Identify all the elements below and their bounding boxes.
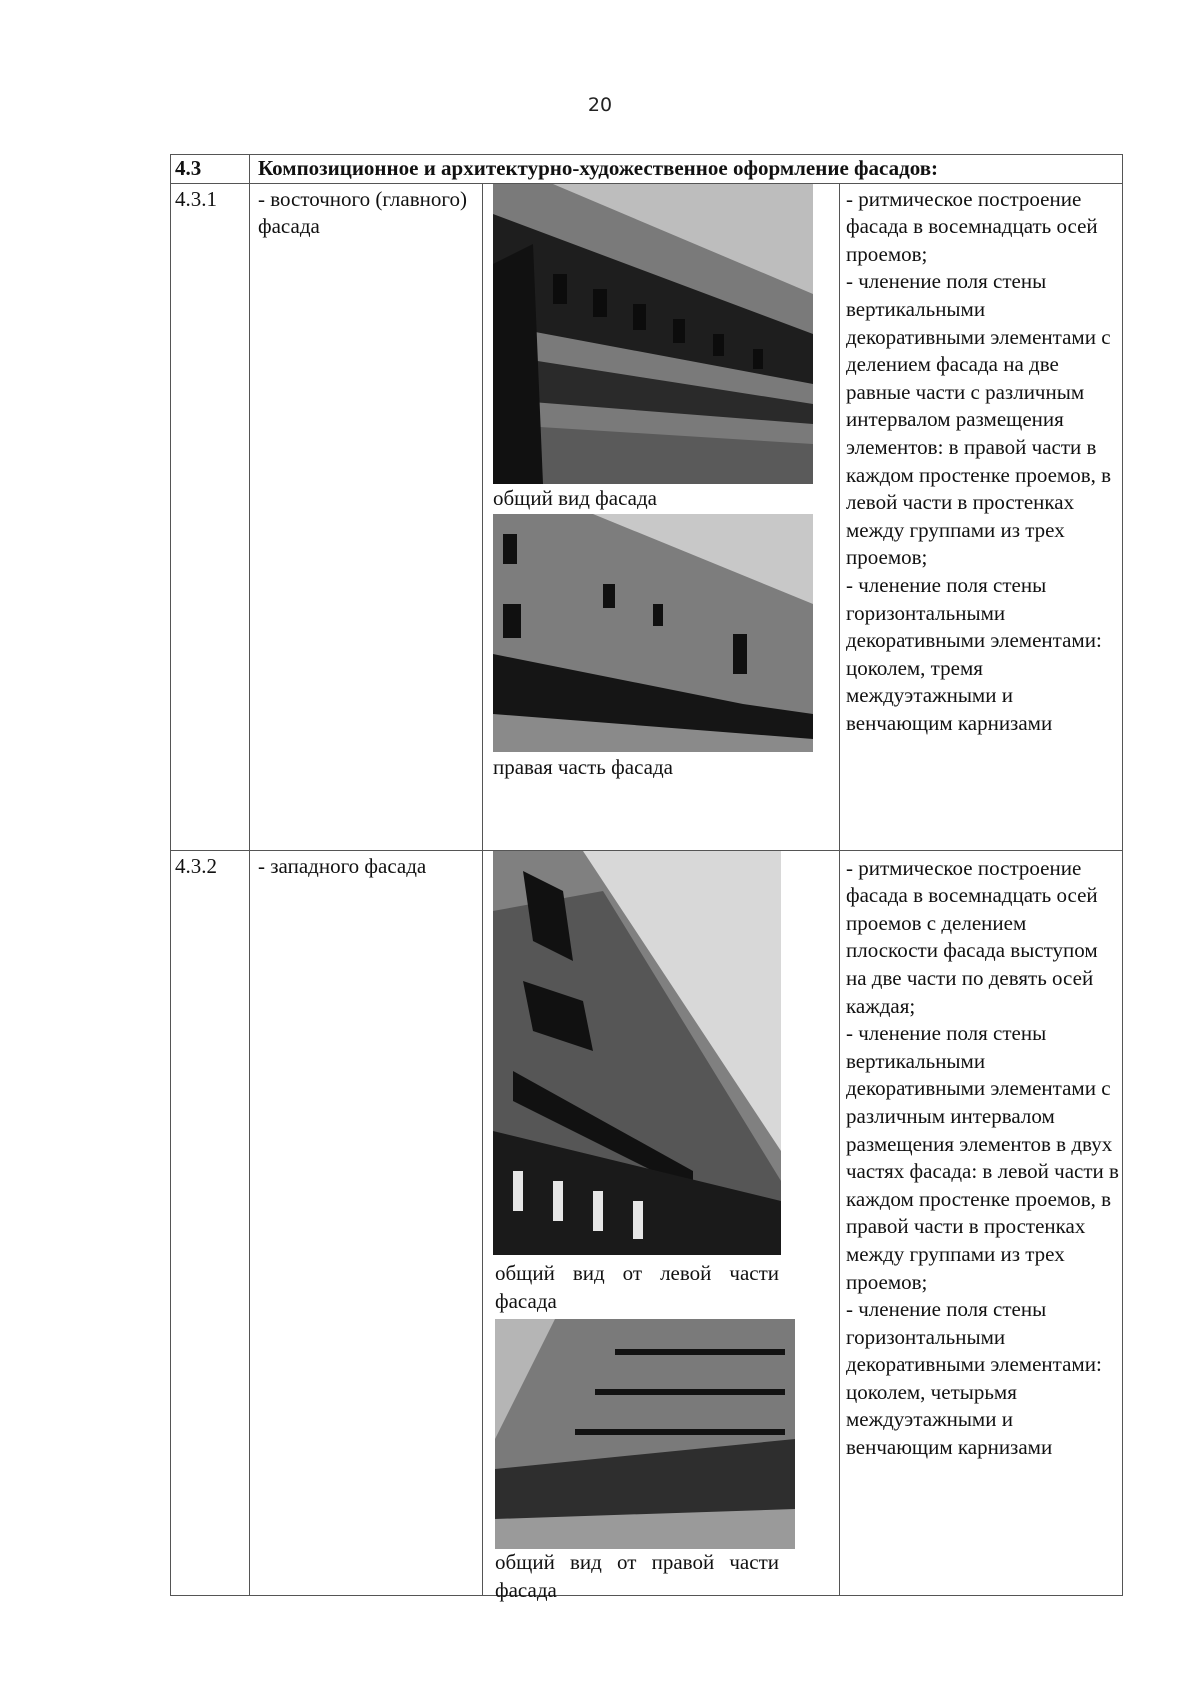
photo-caption: правая часть фасада xyxy=(493,754,673,779)
facade-description xyxy=(840,183,1123,850)
row-number: 4.3.1 xyxy=(171,183,250,850)
photo-caption-continued: фасада xyxy=(495,1577,557,1602)
facade-photo xyxy=(493,514,813,752)
section-header-row xyxy=(171,155,1123,184)
table-row xyxy=(171,850,1123,1595)
facade-photo xyxy=(495,1319,795,1549)
table-row xyxy=(171,183,1123,850)
description-item: - ритмическое построение фасада в восемнадцать осей проемов с делением плоскости фасада выступом на две части по девять осей каждая; xyxy=(846,855,1098,1018)
facade-photo xyxy=(493,851,781,1255)
section-number: 4.3 xyxy=(171,155,250,184)
description-item: - членение поля стены вертикальными декоративными элементами с делением фасада на две равные части с различным интервалом размещения элементов: в правой части в каждом простенке проемов, в левой части в простенках между группами из трех проемов; xyxy=(846,269,1112,570)
photo-caption-continued: фасада xyxy=(495,1288,557,1313)
facade-name: - западного фасада xyxy=(250,850,483,1595)
facade-name: - восточного (главного) фасада xyxy=(250,183,483,850)
photo-caption: общий вид от левой части xyxy=(495,1260,779,1285)
description-item: - членение поля стены горизонтальными декоративными элементами: цоколем, четырьмя междуэтажными и венчающим карнизами xyxy=(846,1297,1102,1460)
row-number: 4.3.2 xyxy=(171,850,250,1595)
photo-caption: общий вид фасада xyxy=(493,485,658,510)
page-number: 20 xyxy=(587,94,613,116)
description-item: - членение поля стены вертикальными декоративными элементами с различным интервалом размещения элементов в двух частях фасада: в левой части в каждом простенке проемов, в правой части в простенках между группами из трех проемов; xyxy=(846,1021,1119,1294)
facade-table xyxy=(170,154,1123,1602)
facade-photo xyxy=(493,184,813,484)
description-item: - ритмическое построение фасада в восемнадцать осей проемов; xyxy=(846,186,1098,266)
facade-description xyxy=(840,850,1123,1595)
photo-caption: общий вид от правой части xyxy=(495,1549,779,1574)
photo-cell xyxy=(483,850,840,1602)
section-title: Композиционное и архитектурно-художественное оформление фасадов: xyxy=(250,155,1123,184)
photo-cell xyxy=(483,183,840,850)
description-item: - членение поля стены горизонтальными декоративными элементами: цоколем, тремя междуэтажными и венчающим карнизами xyxy=(846,572,1102,735)
